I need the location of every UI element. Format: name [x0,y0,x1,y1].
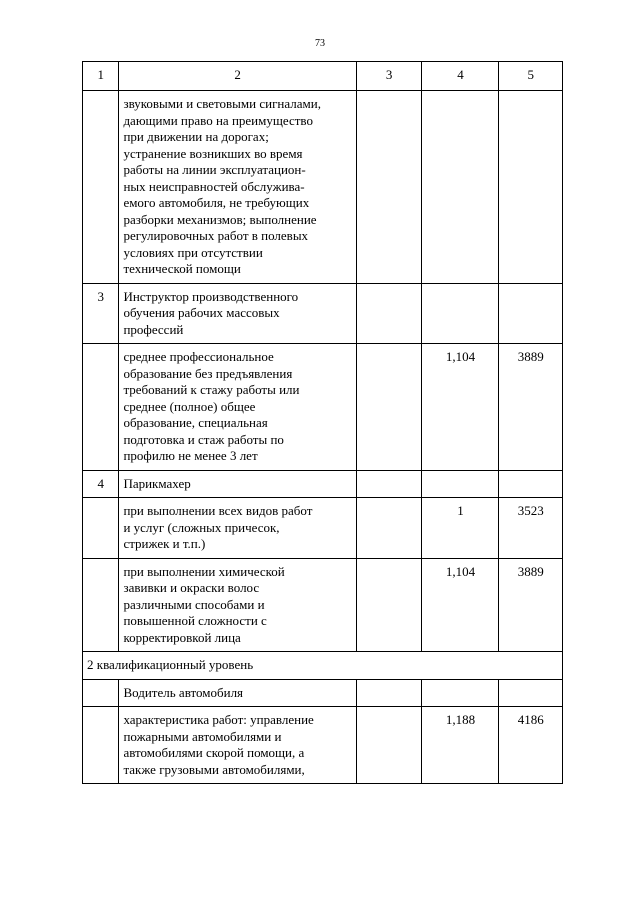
table-row [83,679,563,707]
description-line: завивки и окраски волос [123,580,260,595]
description-line: при движении на дорогах; [123,129,269,144]
description-cell [119,498,356,559]
table-row [83,652,563,680]
header-cell-1: 1 [83,62,119,91]
description-line: характеристика работ: управление [123,712,314,727]
description-line: корректировкой лица [123,629,241,645]
description-line: различными способами и [123,596,265,612]
column-3-cell [356,470,422,498]
description-line: устранение возникших во время [123,145,303,161]
table-header-row [83,62,563,91]
description-line: Парикмахер [123,475,191,491]
coefficient-cell: 1,188 [422,707,499,784]
coefficient-cell: 1 [422,498,499,559]
description-line: профилю не менее 3 лет [123,448,258,463]
column-3-cell [356,283,422,344]
description-line: стрижек и т.п.) [123,536,206,551]
row-number-cell [83,498,119,559]
description-line: звуковыми и световыми сигналами, [123,96,321,111]
description-line: обучения рабочих массовых [123,305,280,320]
row-number-cell [83,679,119,707]
description-line: при выполнении всех видов работ [123,503,313,518]
table-row [83,344,563,471]
row-number-cell: 4 [83,470,119,498]
description-line: среднее профессиональное [123,349,274,364]
coefficient-cell [422,91,499,284]
description-line: регулировочных работ в полевых [123,228,309,243]
page-number: 73 [315,38,325,49]
description-line: подготовка и стаж работы по [123,431,284,447]
header-cell-5: 5 [499,62,563,91]
table-row [83,558,563,652]
description-cell [119,707,356,784]
description-line: повышенной сложности с [123,613,267,628]
description-line: среднее (полное) общее [123,398,256,414]
row-number-cell [83,558,119,652]
description-line: технической помощи [123,261,241,276]
description-line: и услуг (сложных причесок, [123,519,280,535]
description-cell [119,283,356,344]
row-number-cell: 3 [83,283,119,344]
qualification-table [82,61,563,784]
coefficient-cell [422,283,499,344]
description-line: требований к стажу работы или [123,382,300,397]
salary-cell: 3523 [499,498,563,559]
table-body [83,62,563,784]
description-line: при выполнении химической [123,563,285,579]
salary-cell [499,679,563,707]
salary-cell [499,283,563,344]
coefficient-cell [422,679,499,707]
description-line: образование без предъявления [123,365,293,381]
salary-cell: 3889 [499,344,563,471]
salary-cell: 3889 [499,558,563,652]
description-line: условиях при отсутствии [123,244,263,260]
description-line: Инструктор производственного [123,288,299,304]
table-row [83,283,563,344]
description-cell [119,91,356,284]
header-cell-4: 4 [422,62,499,91]
description-cell [119,344,356,471]
column-3-cell [356,498,422,559]
header-cell-3: 3 [356,62,422,91]
description-line: работы на линии эксплуатацион- [123,162,306,177]
description-line: профессий [123,321,184,337]
table-row [83,470,563,498]
description-line: ных неисправностей обслужива- [123,178,305,194]
column-3-cell [356,558,422,652]
description-line: дающими право на преимущество [123,112,313,128]
salary-cell [499,470,563,498]
description-cell [119,470,356,498]
description-line: емого автомобиля, не требующих [123,195,310,210]
coefficient-cell: 1,104 [422,558,499,652]
header-cell-2: 2 [119,62,356,91]
coefficient-cell: 1,104 [422,344,499,471]
column-3-cell [356,344,422,471]
column-3-cell [356,91,422,284]
row-number-cell [83,707,119,784]
column-3-cell [356,707,422,784]
coefficient-cell [422,470,499,498]
description-line: Водитель автомобиля [123,684,244,700]
salary-cell [499,91,563,284]
description-cell [119,679,356,707]
description-line: также грузовыми автомобилями, [123,761,305,777]
table-row [83,707,563,784]
column-3-cell [356,679,422,707]
description-cell [119,558,356,652]
row-number-cell [83,344,119,471]
row-number-cell [83,91,119,284]
table-row [83,498,563,559]
description-line: автомобилями скорой помощи, а [123,745,305,760]
description-line: образование, специальная [123,415,268,430]
salary-cell: 4186 [499,707,563,784]
table-row [83,91,563,284]
description-line: разборки механизмов; выполнение [123,211,317,227]
description-line: пожарными автомобилями и [123,728,282,744]
section-heading: 2 квалификационный уровень [83,652,563,680]
